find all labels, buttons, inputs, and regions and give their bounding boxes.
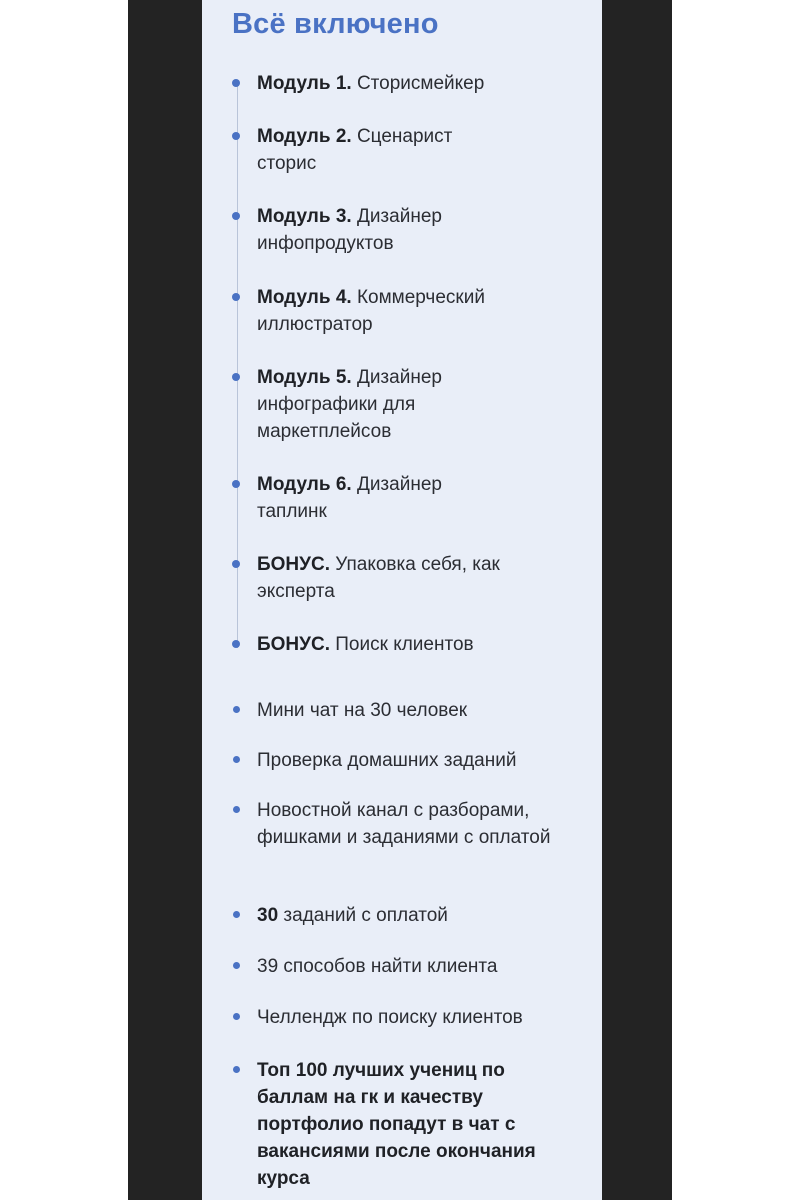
- bonus-text: Поиск клиентов: [329, 634, 474, 655]
- timeline-dot: [232, 132, 240, 140]
- bullet-dot: [233, 1013, 240, 1020]
- module-text: Дизайнер инфографики для маркетплейсов: [257, 367, 442, 442]
- module-label: Модуль 1.: [257, 73, 352, 94]
- extra-item-challenge: [257, 1004, 577, 1031]
- module-text: Сценарист сторис: [257, 126, 453, 174]
- timeline-dot: [232, 212, 240, 220]
- extra-item-top-100: [257, 1057, 537, 1192]
- section-title: Всё включено: [232, 8, 439, 40]
- timeline-dot: [232, 373, 240, 381]
- timeline-dot: [232, 79, 240, 87]
- extra-count: 30: [257, 905, 279, 926]
- extra-item-paid-tasks: [257, 902, 577, 929]
- module-item-4: [257, 284, 537, 338]
- bullet-dot: [233, 806, 240, 813]
- module-label: Модуль 2.: [257, 126, 352, 147]
- module-label: Модуль 5.: [257, 367, 352, 388]
- extra-text: Проверка домашних заданий: [257, 750, 517, 771]
- bullet-dot: [233, 962, 240, 969]
- bonus-label: БОНУС.: [257, 634, 330, 655]
- bonus-item-1: [257, 551, 547, 605]
- bonus-text: Упаковка себя, как эксперта: [257, 554, 500, 602]
- extra-text: Мини чат на 30 человек: [257, 700, 468, 721]
- module-text: Сторисмейкер: [351, 73, 485, 94]
- module-label: Модуль 3.: [257, 206, 352, 227]
- bonus-item-2: [257, 631, 557, 658]
- module-item-6: [257, 471, 497, 525]
- module-text: Дизайнер таплинк: [257, 474, 442, 522]
- module-text: Дизайнер инфопродуктов: [257, 206, 442, 254]
- module-item-1: [257, 70, 577, 97]
- module-label: Модуль 4.: [257, 287, 352, 308]
- timeline-dot: [232, 293, 240, 301]
- bullet-dot: [233, 756, 240, 763]
- extra-item-news-channel: [257, 797, 567, 851]
- module-item-3: [257, 203, 497, 257]
- extra-text: 39 способов найти клиента: [257, 956, 498, 977]
- bullet-dot: [233, 911, 240, 918]
- extra-text: заданий с оплатой: [278, 905, 448, 926]
- module-item-2: [257, 123, 507, 177]
- extra-item-client-methods: [257, 953, 577, 980]
- module-text: Коммерческий иллюстратор: [257, 287, 485, 335]
- extra-text: Новостной канал с разборами, фишками и заданиями с оплатой: [257, 800, 551, 848]
- timeline-dot: [232, 560, 240, 568]
- extra-text: Челлендж по поиску клиентов: [257, 1007, 523, 1028]
- module-item-5: [257, 364, 497, 445]
- timeline-dot: [232, 640, 240, 648]
- bullet-dot: [233, 706, 240, 713]
- extra-item-chat: [257, 697, 577, 724]
- bonus-label: БОНУС.: [257, 554, 330, 575]
- module-label: Модуль 6.: [257, 474, 352, 495]
- extra-item-homework: [257, 747, 577, 774]
- extra-text: Топ 100 лучших учениц по баллам на гк и качеству портфолио попадут в чат с вакансиями после окончания курса: [257, 1060, 536, 1189]
- timeline-dot: [232, 480, 240, 488]
- bullet-dot: [233, 1066, 240, 1073]
